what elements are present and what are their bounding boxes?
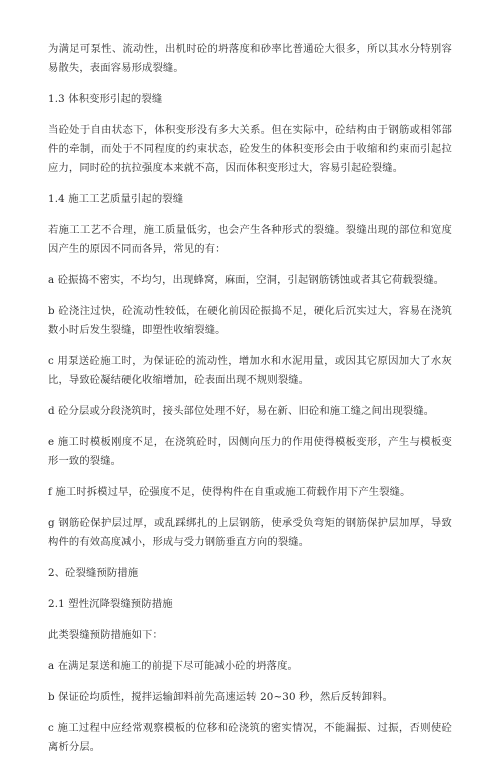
section-heading-2-1: 2.1 塑性沉降裂缝预防措施 [48,598,173,610]
measure-item-c: c 施工过程中应经常观察模板的位移和砼浇筑的密实情况，不能漏振、过振，否则使砼离析分层。 [48,722,452,753]
paragraph-construction-quality: 若施工工艺不合理，施工质量低劣，也会产生各种形式的裂缝。裂缝出现的部位和宽度因产生的原因不同而各异，常见的有： [48,224,452,255]
paragraph-intro: 为满足可泵性、流动性，出机时砼的坍落度和砂率比普通砼大很多，所以其水分特别容易散失，表面容易形成裂缝。 [48,43,452,74]
list-item-c: c 用泵送砼施工时，为保证砼的流动性，增加水和水泥用量，或因其它原因加大了水灰比，导致砼凝结硬化收缩增加，砼表面出现不规则裂缝。 [48,355,452,386]
measure-item-b: b 保证砼均质性，搅拌运输卸料前先高速运转 20~30 秒，然后反转卸料。 [48,691,394,703]
list-item-g: g 钢筋砼保护层过厚，或乱踩绑扎的上层钢筋，使承受负弯矩的钢筋保护层加厚，导致构件的有效高度减小，形成与受力钢筋垂直方向的裂缝。 [48,517,452,548]
paragraph-volume-deformation: 当砼处于自由状态下，体积变形没有多大关系。但在实际中，砼结构由于钢筋或相邻部件的牵制，而处于不同程度的约束状态，砼发生的体积变形会由于收缩和约束而引起拉应力，同时砼的抗拉强度本来就不高，因而体积变形过大，容易引起砼裂缝。 [48,124,452,174]
paragraph-measures-intro: 此类裂缝预防措施如下： [48,629,163,641]
list-item-f: f 施工时拆模过早，砼强度不足，使得构件在自重或施工荷载作用下产生裂缝。 [48,486,411,498]
list-item-a: a 砼振捣不密实，不均匀，出现蜂窝，麻面，空洞，引起钢筋锈蚀或者其它荷载裂缝。 [48,274,445,286]
section-heading-1-4: 1.4 施工工艺质量引起的裂缝 [48,193,184,205]
measure-item-a: a 在满足泵送和施工的前提下尽可能减小砼的坍落度。 [48,660,298,672]
list-item-b: b 砼浇注过快，砼流动性较低，在硬化前因砼振捣不足，硬化后沉实过大，容易在浇筑数小时后发生裂缝，即塑性收缩裂缝。 [48,305,452,336]
list-item-d: d 砼分层或分段浇筑时，接头部位处理不好，易在新、旧砼和施工缝之间出现裂缝。 [48,405,435,417]
list-item-e: e 施工时模板刚度不足，在浇筑砼时，因侧向压力的作用使得模板变形，产生与模板变形一致的裂缝。 [48,436,452,467]
section-heading-2: 2、砼裂缝预防措施 [48,567,139,579]
section-heading-1-3: 1.3 体积变形引起的裂缝 [48,93,163,105]
